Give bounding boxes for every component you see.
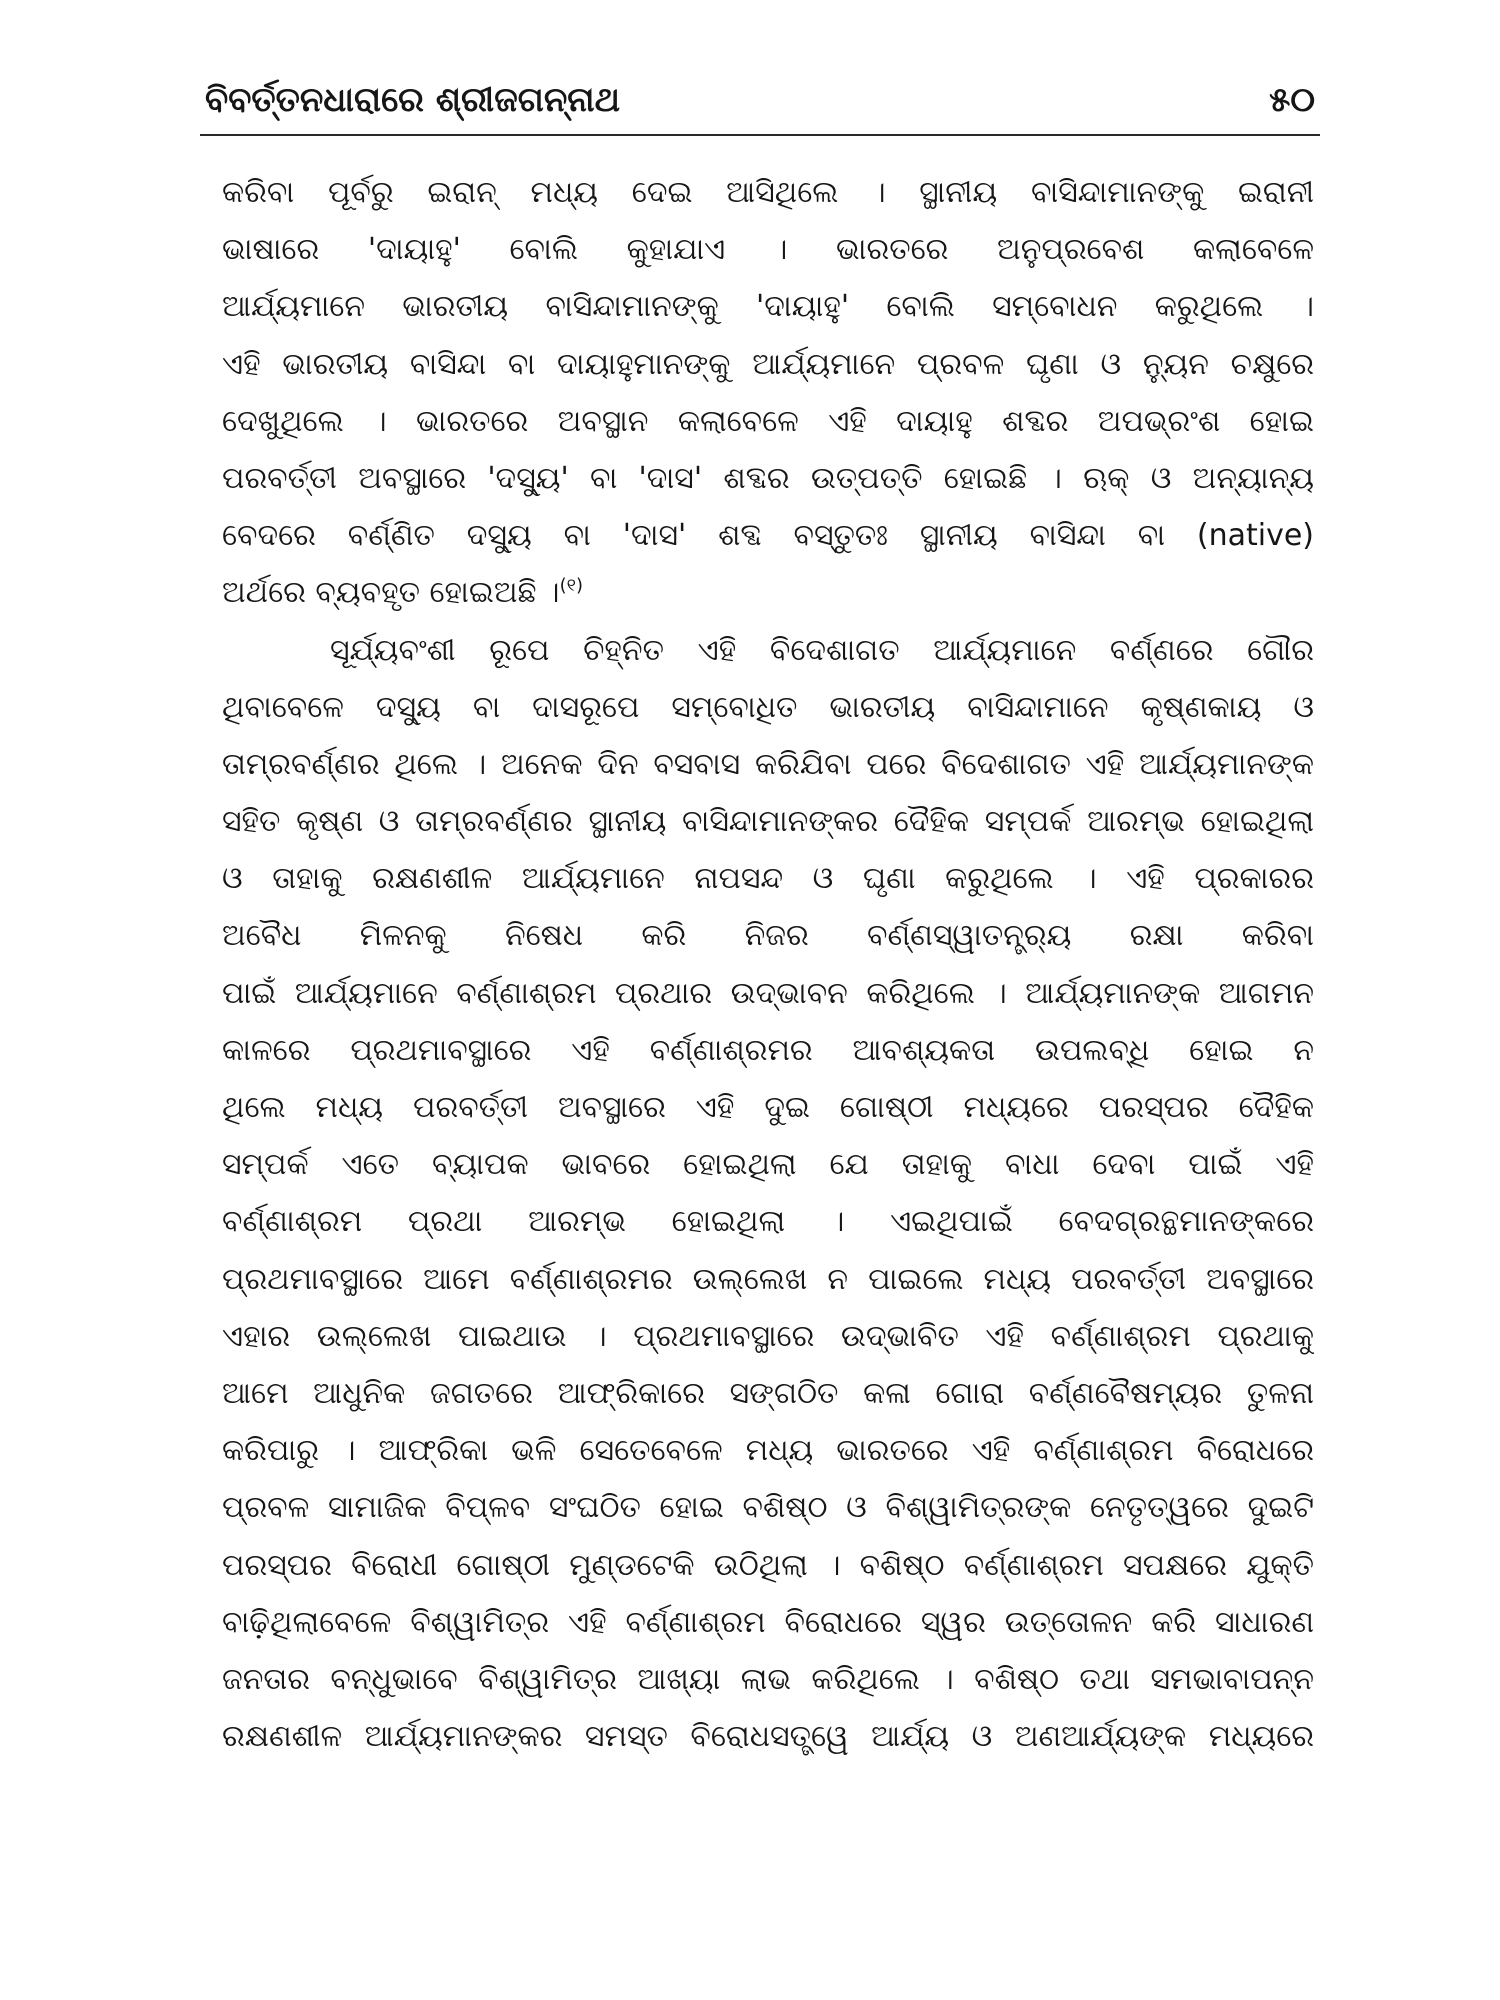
text-line: ଏହାର ଉଲ୍ଲେଖ ପାଇଥାଉ । ପ୍ରଥମାବସ୍ଥାରେ ଉଦ୍ଭାବିତ ଏହି ବର୍ଣ୍ଣାଶ୍ରମ ପ୍ରଥାକୁ xyxy=(222,1318,1314,1354)
text-line: ପ୍ରବଳ ସାମାଜିକ ବିପ୍ଳବ ସଂଘଠିତ ହୋଇ ବଶିଷ୍ଠ ଓ ବିଶ୍ୱାମିତ୍ରଙ୍କ ନେତୃତ୍ୱରେ ଦୁଇଟି xyxy=(222,1490,1314,1526)
text-line-paragraph-end xyxy=(222,564,1314,621)
text-line: ସହିତ କୃଷ୍ଣ ଓ ତାମ୍ରବର୍ଣ୍ଣର ସ୍ଥାନୀୟ ବାସିନ୍ଦାମାନଙ୍କର ଦୈହିକ ସମ୍ପର୍କ ଆରମ୍ଭ ହୋଇଥିଲା xyxy=(222,804,1314,840)
text-line: କରିପାରୁ । ଆଫ୍ରିକା ଭଳି ସେତେବେଳେ ମଧ୍ୟ ଭାରତରେ ଏହି ବର୍ଣ୍ଣାଶ୍ରମ ବିରୋଧରେ xyxy=(222,1433,1314,1469)
text-line-paragraph-start: ସୂର୍ଯ୍ୟବଂଶୀ ରୂପେ ଚିହ୍ନିତ ଏହି ବିଦେଶାଗତ ଆର୍ଯ୍ୟମାନେ ବର୍ଣ୍ଣରେ ଗୌର xyxy=(330,632,1314,668)
body-text xyxy=(222,164,1314,1765)
text-line: ଜନତାର ବନ୍ଧୁଭାବେ ବିଶ୍ୱାମିତ୍ର ଆଖ୍ୟା ଲାଭ କରିଥିଲେ । ବଶିଷ୍ଠ ତଥା ସମଭାବାପନ୍ନ xyxy=(222,1661,1314,1697)
text-line: ଏହି ଭାରତୀୟ ବାସିନ୍ଦା ବା ଦାୟାହୁମାନଙ୍କୁ ଆର୍ଯ୍ୟମାନେ ପ୍ରବଳ ଘୃଣା ଓ ନ୍ୟୁନ ଚକ୍ଷୁରେ xyxy=(222,346,1314,382)
text-line: ସମ୍ପର୍କ ଏତେ ବ୍ୟାପକ ଭାବରେ ହୋଇଥିଲା ଯେ ତାହାକୁ ବାଧା ଦେବା ପାଇଁ ଏହି xyxy=(222,1147,1314,1183)
text-line: ବର୍ଣ୍ଣାଶ୍ରମ ପ୍ରଥା ଆରମ୍ଭ ହୋଇଥିଲା । ଏଇଥିପାଇଁ ବେଦଗ୍ରନ୍ଥମାନଙ୍କରେ xyxy=(222,1204,1314,1240)
text-line: ପରସ୍ପର ବିରୋଧୀ ଗୋଷ୍ଠୀ ମୁଣ୍ଡଟେକି ଉଠିଥିଲା । ବଶିଷ୍ଠ ବର୍ଣ୍ଣାଶ୍ରମ ସପକ୍ଷରେ ଯୁକ୍ତି xyxy=(222,1547,1314,1583)
text-line: ବାଢ଼ିଥିଲାବେଳେ ବିଶ୍ୱାମିତ୍ର ଏହି ବର୍ଣ୍ଣାଶ୍ରମ ବିରୋଧରେ ସ୍ୱର ଉତ୍ତୋଳନ କରି ସାଧାରଣ xyxy=(222,1604,1314,1640)
text-line: ବେଦରେ ବର୍ଣ୍ଣିତ ଦସ୍ୟୁ ବା 'ଦାସ' ଶବ୍ଦ ବସ୍ତୁତଃ ସ୍ଥାନୀୟ ବାସିନ୍ଦା ବା (native) xyxy=(222,518,1314,554)
page-number: ୫୦ xyxy=(1269,80,1315,120)
text-line: ଥିବାବେଳେ ଦସ୍ୟୁ ବା ଦାସରୂପେ ସମ୍ବୋଧିତ ଭାରତୀୟ ବାସିନ୍ଦାମାନେ କୃଷ୍ଣକାୟ ଓ xyxy=(222,689,1314,725)
text-line: ପାଇଁ ଆର୍ଯ୍ୟମାନେ ବର୍ଣ୍ଣାଶ୍ରମ ପ୍ରଥାର ଉଦ୍ଭାବନ କରିଥିଲେ । ଆର୍ଯ୍ୟମାନଙ୍କ ଆଗମନ xyxy=(222,975,1314,1011)
text-line: ଆର୍ଯ୍ୟମାନେ ଭାରତୀୟ ବାସିନ୍ଦାମାନଙ୍କୁ 'ଦାୟାହୁ' ବୋଲି ସମ୍ବୋଧନ କରୁଥିଲେ । xyxy=(222,289,1314,325)
text-line: ଓ ତାହାକୁ ରକ୍ଷଣଶୀଳ ଆର୍ଯ୍ୟମାନେ ନାପସନ୍ଦ ଓ ଘୃଣା କରୁଥିଲେ । ଏହି ପ୍ରକାରର xyxy=(222,861,1314,897)
header-rule xyxy=(200,134,1320,136)
text-line: କାଳରେ ପ୍ରଥମାବସ୍ଥାରେ ଏହି ବର୍ଣ୍ଣାଶ୍ରମର ଆବଶ୍ୟକତା ଉପଲବ୍ଧି ହୋଇ ନ xyxy=(222,1032,1314,1068)
running-title: ବିବର୍ତ୍ତନଧାରାରେ ଶ୍ରୀଜଗନ୍ନାଥ xyxy=(205,80,621,120)
text-line: ରକ୍ଷଣଶୀଳ ଆର୍ଯ୍ୟମାନଙ୍କର ସମସ୍ତ ବିରୋଧସତ୍ତ୍ୱେ ଆର୍ଯ୍ୟ ଓ ଅଣଆର୍ଯ୍ୟଙ୍କ ମଧ୍ୟରେ xyxy=(222,1719,1314,1755)
footnote-marker: (୧) xyxy=(559,575,583,597)
text-line: ଆମେ ଆଧୁନିକ ଜଗତରେ ଆଫ୍ରିକାରେ ସଙ୍ଗଠିତ କଳା ଗୋରା ବର୍ଣ୍ଣବୈଷମ୍ୟର ତୁଳନା xyxy=(222,1375,1314,1411)
text-line: ଭାଷାରେ 'ଦାୟାହୁ' ବୋଲି କୁହାଯାଏ । ଭାରତରେ ଅନୁପ୍ରବେଶ କଲାବେଳେ xyxy=(222,232,1314,268)
text-line: ତାମ୍ରବର୍ଣ୍ଣର ଥିଲେ । ଅନେକ ଦିନ ବସବାସ କରିଯିବା ପରେ ବିଦେଶାଗତ ଏହି ଆର୍ଯ୍ୟମାନଙ୍କ xyxy=(222,746,1314,782)
text-line: କରିବା ପୂର୍ବରୁ ଇରାନ୍ ମଧ୍ୟ ଦେଇ ଆସିଥିଲେ । ସ୍ଥାନୀୟ ବାସିନ୍ଦାମାନଙ୍କୁ ଇରାନୀ xyxy=(222,175,1314,210)
text-line: ଅବୈଧ ମିଳନକୁ ନିଷେଧ କରି ନିଜର ବର୍ଣ୍ଣସ୍ୱାତନ୍ତ୍ର୍ୟ ରକ୍ଷା କରିବା xyxy=(222,918,1314,954)
text-line: ପରବର୍ତ୍ତୀ ଅବସ୍ଥାରେ 'ଦସ୍ୟୁ' ବା 'ଦାସ' ଶବ୍ଦର ଉତ୍ପତ୍ତି ହୋଇଛି । ଋକ୍ ଓ ଅନ୍ୟାନ୍ୟ xyxy=(222,460,1314,496)
running-header xyxy=(205,72,1315,132)
text-line: ଥିଲେ ମଧ୍ୟ ପରବର୍ତ୍ତୀ ଅବସ୍ଥାରେ ଏହି ଦୁଇ ଗୋଷ୍ଠୀ ମଧ୍ୟରେ ପରସ୍ପର ଦୈହିକ xyxy=(222,1090,1314,1125)
text-line: ଦେଖୁଥିଲେ । ଭାରତରେ ଅବସ୍ଥାନ କଲାବେଳେ ଏହି ଦାୟାହୁ ଶବ୍ଦର ଅପଭ୍ରଂଶ ହୋଇ xyxy=(222,403,1314,439)
text-line: ପ୍ରଥମାବସ୍ଥାରେ ଆମେ ବର୍ଣ୍ଣାଶ୍ରମର ଉଲ୍ଲେଖ ନ ପାଇଲେ ମଧ୍ୟ ପରବର୍ତ୍ତୀ ଅବସ୍ଥାରେ xyxy=(222,1261,1314,1297)
text-line-content: ଅର୍ଥରେ ବ୍ୟବହୃତ ହୋଇଅଛି । xyxy=(222,575,560,611)
